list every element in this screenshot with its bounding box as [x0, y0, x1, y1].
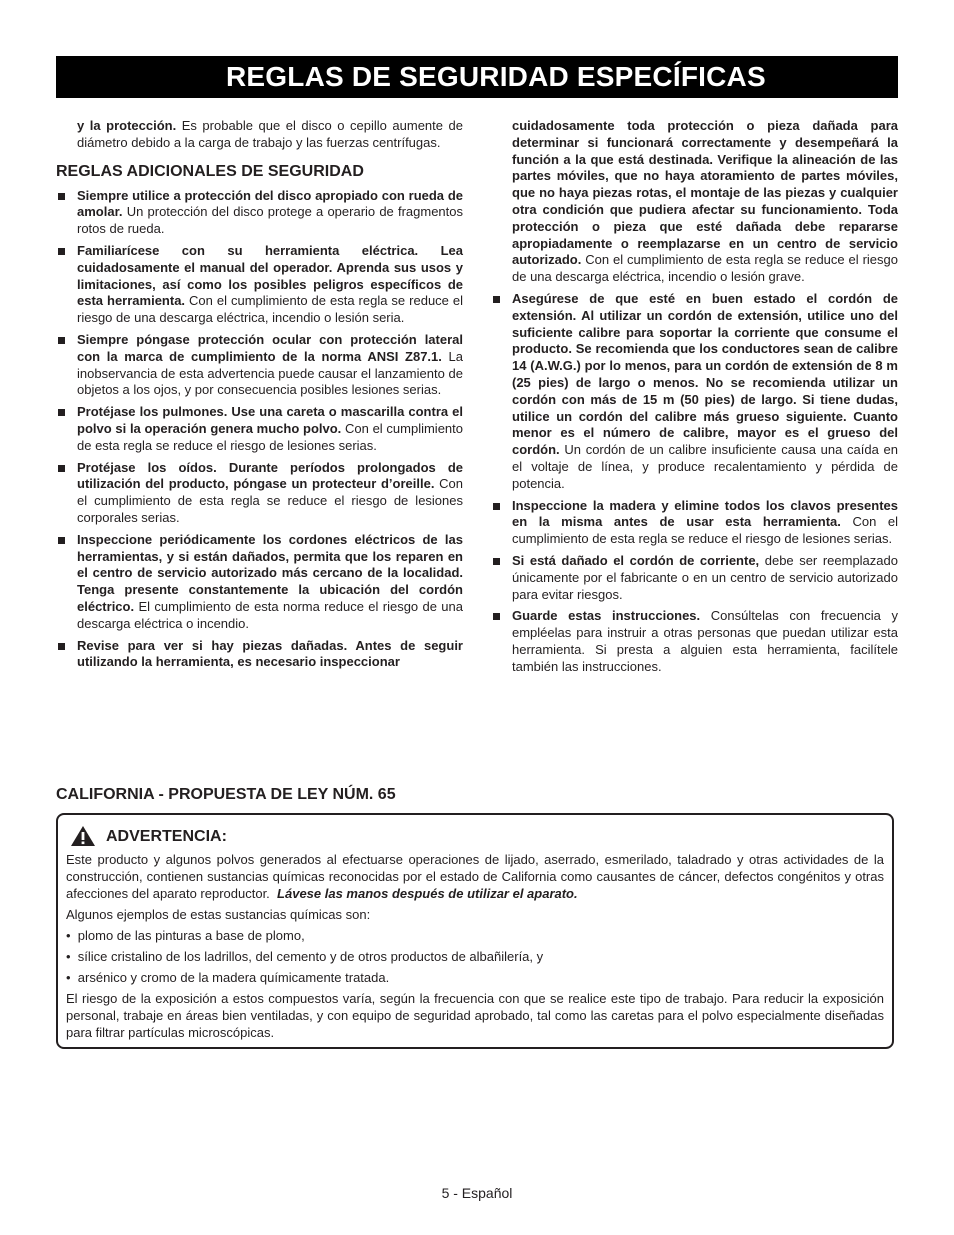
rule-bold: Inspeccione la madera y elimine todos los clavos presentes en la misma antes de usar esta herramienta.: [512, 497, 898, 530]
rule-item: [56, 460, 463, 527]
intro-paragraph: [56, 118, 463, 152]
page-title: REGLAS DE SEGURIDAD ESPECÍFICAS: [226, 61, 766, 92]
rule-item: [56, 532, 463, 633]
rule-item: [56, 332, 463, 399]
rule-text: El cumplimiento de esta norma reduce el riesgo de una descarga eléctrica o incendio.: [77, 598, 463, 631]
chemical-list-item: • plomo de las pinturas a base de plomo,: [66, 928, 305, 943]
rule-text: Con el cumplimiento de esta regla se reduce el riesgo de una descarga eléctrica, incendio o lesión seria.: [77, 293, 464, 326]
square-bullet-icon: [58, 409, 65, 416]
square-bullet-icon: [58, 193, 65, 200]
rule-text: Con el cumplimiento de esta regla se reduce el riesgo de lesiones corporales serias.: [77, 476, 463, 525]
rule-bold: Protéjase los pulmones. Use una careta o mascarilla contra el polvo si la operación genera mucho polvo.: [77, 404, 463, 436]
left-column: [56, 118, 463, 676]
square-bullet-icon: [58, 248, 65, 255]
intro-bold: y la protección.: [77, 118, 177, 133]
warning-triangle-icon: [70, 825, 96, 847]
rule-item: [56, 188, 463, 238]
warning-paragraph-2: Algunos ejemplos de estas sustancias químicas son:: [66, 907, 371, 922]
square-bullet-icon: [493, 613, 500, 620]
continued-text: Con el cumplimiento de esta regla se reduce el riesgo de una descarga eléctrica, incendio o lesión grave.: [512, 252, 898, 285]
rule-item: [56, 638, 463, 672]
warning-title-row: [70, 825, 884, 847]
rule-bold: Revise para ver si hay piezas dañadas. Antes de seguir utilizando la herramienta, es necesario inspeccionar: [77, 637, 463, 670]
continued-bold: cuidadosamente toda protección o pieza dañada para determinar si funcionará correctamente y desempeñará la función a la que está destinada. Verifique la alineación de las partes móviles, que no haya atoramiento de partes móviles, que no haya piezas rotas, el montaje de las piezas y cualquier otra condición que pudiera afectar su funcionamiento. Toda protección o pieza que esté dañada debe repararse apropiadamente o reemplazarse en un centro de servicio autorizado.: [512, 118, 898, 268]
right-column: [491, 118, 898, 681]
rule-item: [56, 404, 463, 454]
square-bullet-icon: [493, 503, 500, 510]
rule-bold: Siempre utilice a protección del disco apropiado con rueda de amolar.: [77, 187, 463, 220]
page-title-banner: [56, 56, 898, 98]
chemical-text: sílice cristalino de los ladrillos, del cemento y de otros productos de albañilería, y: [77, 949, 544, 964]
rule-item: [491, 608, 898, 675]
warning-paragraph-1: [66, 851, 884, 902]
square-bullet-icon: [58, 465, 65, 472]
warning-box: [56, 813, 894, 1049]
rule-bold: Si está dañado el cordón de corriente,: [512, 552, 760, 568]
square-bullet-icon: [58, 337, 65, 344]
rule-bold: Familiarícese con su herramienta eléctrica. Lea cuidadosamente el manual del operador. Aprenda sus usos y limitaciones, así como los posibles peligros específicos de esta herramienta.: [77, 242, 463, 309]
rule-bold: Siempre póngase protección ocular con protección lateral con la marca de cumplimiento de la norma ANSI Z87.1.: [77, 331, 463, 364]
warning-text: Este producto y algunos polvos generados al efectuarse operaciones de lijado, aserrado, esmerilado, taladrado y otras actividades de la construcción, contienen sustancias químicas reconocidas por el estado de California como causantes de cáncer, defectos congénitos y otras afecciones del aparato reproductor.: [66, 852, 884, 901]
square-bullet-icon: [493, 296, 500, 303]
rule-bold: Protéjase los oídos. Durante períodos prolongados de utilización del producto, póngase un protecteur d’oreille.: [77, 459, 463, 492]
rule-text: La inobservancia de esta advertencia puede causar el lanzamiento de objetos a los ojos, y por consecuencia posibles lesiones serias.: [77, 348, 463, 398]
chemical-text: plomo de las pinturas a base de plomo,: [77, 928, 305, 943]
page-number: 5 - Español: [441, 1185, 513, 1201]
rule-text: Con el cumplimiento de esta regla se reduce el riesgo de lesiones serias.: [77, 420, 463, 453]
chemical-list-item: • arsénico y cromo de la madera químicamente tratada.: [66, 970, 390, 985]
rules-list-left: [56, 188, 463, 672]
intro-text: Es probable que el disco o cepillo aumente de diámetro debido a la carga de trabajo y las fuerzas centrífugas.: [77, 118, 463, 150]
rule-text: debe ser reemplazado únicamente por el fabricante o en un centro de servicio autorizado para evitar riesgos.: [512, 552, 898, 602]
square-bullet-icon: [493, 558, 500, 565]
rule-item: [491, 291, 898, 493]
continued-paragraph: [491, 118, 898, 286]
warning-paragraph-3: El riesgo de la exposición a estos compuestos varía, según la frecuencia con que se realice este tipo de trabajo. Para reducir la exposición personal, trabaje en áreas bien ventiladas, y con equipo de seguridad aprobado, tal como las caretas para el polvo especialmente diseñadas para filtrar partículas microscópicas.: [66, 991, 884, 1040]
rule-item: [491, 553, 898, 603]
square-bullet-icon: [58, 643, 65, 650]
rule-item: [56, 243, 463, 327]
section-title: REGLAS ADICIONALES DE SEGURIDAD: [56, 162, 364, 180]
rule-bold: Guarde estas instrucciones.: [512, 608, 701, 624]
rule-text: Consúltelas con frecuencia y empléelas para instruir a otras personas que puedan utilizar esta herramienta. Si presta a alguien esta herramienta, facilítele también las instrucciones.: [512, 608, 899, 674]
rules-list-right: [491, 291, 898, 676]
rule-bold: Inspeccione periódicamente los cordones eléctricos de las herramientas, y si están dañados, permita que los reparen en el centro de servicio autorizado más cercano de la localidad. Tenga presente constantemente la ubicación del cordón eléctrico.: [77, 531, 463, 614]
rule-bold: Asegúrese de que esté en buen estado el cordón de extensión. Al utilizar un cordón de extensión, utilice uno del suficiente calibre para soportar la corriente que consume el producto. Se recomienda que los conductores sean de calibre 14 (A.W.G.) por lo menos, para un cordón de extensión de 8 m (25 pies) de largo o menos. No se recomienda utilizar un cordón con más de 15 m (50 pies) de largo. Si tiene dudas, utilice un cordón del calibre más grueso siguiente. Cuanto menor es el número de calibre, mayor es el grueso del cordón.: [512, 290, 898, 458]
rule-text: Con el cumplimiento de esta regla se reduce el riesgo de lesiones serias.: [512, 514, 898, 547]
california-heading: CALIFORNIA - PROPUESTA DE LEY NÚM. 65: [56, 786, 396, 803]
square-bullet-icon: [58, 537, 65, 544]
chemical-list-item: • sílice cristalino de los ladrillos, del cemento y de otros productos de albañilería, y: [66, 949, 544, 964]
rule-text: Un cordón de un calibre insuficiente causa una caída en el voltaje de línea, y produce recalentamiento y pérdida de potencia.: [512, 442, 898, 491]
chemical-text: arsénico y cromo de la madera químicamente tratada.: [77, 970, 390, 985]
rule-item: [491, 498, 898, 548]
rule-text: Un protección del disco protege a operario de fragmentos rotos de rueda.: [77, 204, 463, 237]
warning-title: ADVERTENCIA:: [106, 827, 227, 845]
warning-emphasis: Lávese las manos después de utilizar el aparato.: [277, 886, 578, 901]
